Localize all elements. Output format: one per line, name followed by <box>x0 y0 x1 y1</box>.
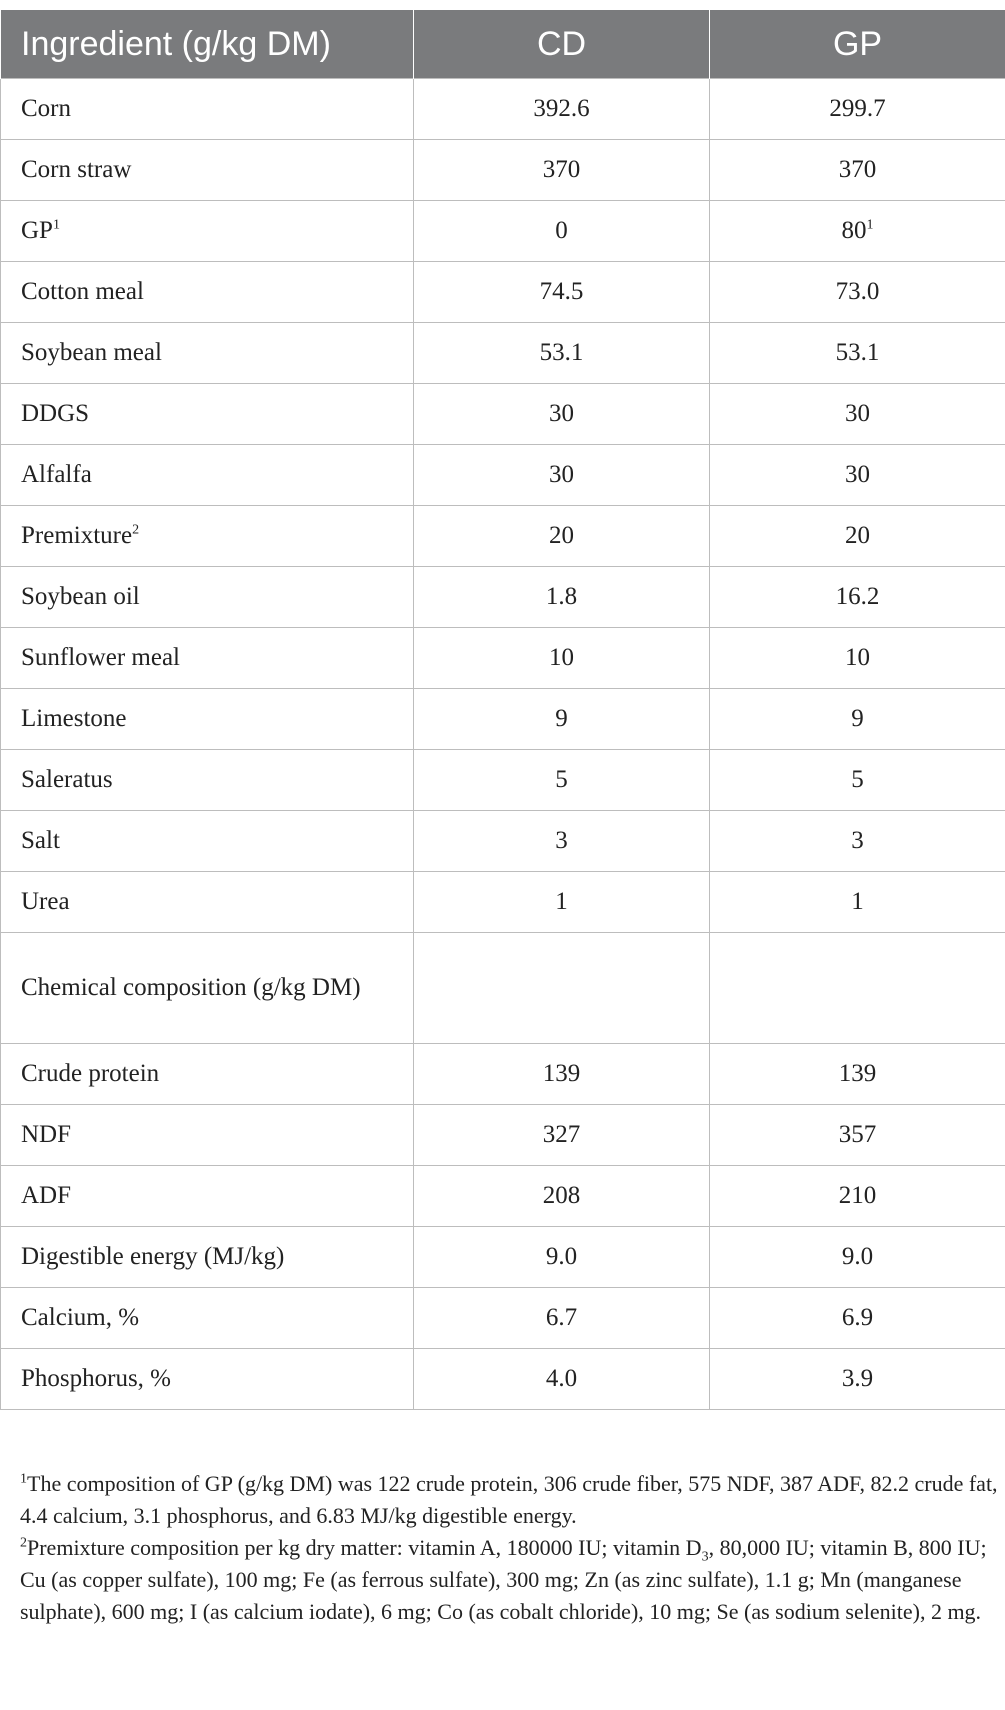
ingredient-name: Salt <box>21 827 60 854</box>
gp-value-cell <box>710 506 1005 567</box>
cd-value: 5 <box>414 750 710 811</box>
ingredient-name: Limestone <box>21 705 127 732</box>
gp-value: 3.9 <box>841 1365 874 1392</box>
cd-value: 9 <box>414 689 710 750</box>
header-cd: CD <box>414 10 710 79</box>
gp-value: 80 <box>841 217 867 244</box>
table-row <box>1 323 1005 384</box>
ingredient-cell <box>1 1166 414 1227</box>
ingredient-name: Premixture <box>21 522 133 549</box>
cd-value: 4.0 <box>414 1349 710 1410</box>
cd-value: 9.0 <box>414 1227 710 1288</box>
footnote-marker: 1 <box>52 217 60 233</box>
gp-value-cell <box>710 1227 1005 1288</box>
cd-value: 10 <box>414 628 710 689</box>
ingredient-cell <box>1 689 414 750</box>
ingredient-cell <box>1 1288 414 1349</box>
table-row <box>1 567 1005 628</box>
footnote-marker: 2 <box>132 522 140 538</box>
cd-value: 53.1 <box>414 323 710 384</box>
gp-value: 73.0 <box>835 278 880 305</box>
gp-value: 3 <box>851 827 864 854</box>
gp-value: 6.9 <box>841 1304 874 1331</box>
cd-value: 0 <box>414 201 710 262</box>
cd-value: 392.6 <box>414 79 710 140</box>
gp-value-cell <box>710 811 1005 872</box>
footnote-2 <box>20 1532 1000 1628</box>
gp-value-cell <box>710 628 1005 689</box>
table-row <box>1 628 1005 689</box>
ingredient-cell <box>1 628 414 689</box>
ingredient-name: Chemical composition (g/kg DM) <box>21 974 361 1001</box>
gp-value: 139 <box>838 1060 877 1087</box>
table-row <box>1 1166 1005 1227</box>
ingredient-cell <box>1 140 414 201</box>
table-row <box>1 689 1005 750</box>
diet-composition-table <box>0 10 1005 1410</box>
ingredient-cell <box>1 872 414 933</box>
table-header-row <box>1 10 1005 79</box>
table-row <box>1 79 1005 140</box>
ingredient-name: Saleratus <box>21 766 113 793</box>
table-row <box>1 1349 1005 1410</box>
footnote-1 <box>20 1468 1000 1532</box>
ingredient-cell <box>1 1227 414 1288</box>
table-row <box>1 1105 1005 1166</box>
gp-value: 53.1 <box>835 339 880 366</box>
gp-value-cell <box>710 1349 1005 1410</box>
gp-value-cell <box>710 323 1005 384</box>
footnote-1-text: The composition of GP (g/kg DM) was 122 crude protein, 306 crude fiber, 575 NDF, 387 ADF, 82.2 crude fat, 4.4 calcium, 3.1 phosphorus, and 6.83 MJ/kg digestible energy. <box>20 1471 998 1528</box>
footnote-2-subscript: 3 <box>701 1549 709 1565</box>
table-row <box>1 384 1005 445</box>
gp-value: 357 <box>838 1121 877 1148</box>
ingredient-name: Calcium, % <box>21 1304 140 1331</box>
ingredient-cell <box>1 323 414 384</box>
ingredient-name: Corn straw <box>21 156 132 183</box>
footnote-1-mark: 1 <box>20 1471 27 1487</box>
gp-value-cell <box>710 384 1005 445</box>
ingredient-cell <box>1 1044 414 1105</box>
gp-value-cell <box>710 1166 1005 1227</box>
gp-value-cell <box>710 140 1005 201</box>
cd-value: 3 <box>414 811 710 872</box>
gp-value-cell <box>710 689 1005 750</box>
table-body <box>1 79 1005 1410</box>
ingredient-cell <box>1 262 414 323</box>
ingredient-cell <box>1 506 414 567</box>
cd-value: 20 <box>414 506 710 567</box>
ingredient-name: ADF <box>21 1182 72 1209</box>
ingredient-name: Crude protein <box>21 1060 160 1087</box>
gp-value: 9 <box>851 705 864 732</box>
cd-value <box>414 933 710 1044</box>
gp-value: 210 <box>838 1182 877 1209</box>
ingredient-name: Cotton meal <box>21 278 144 305</box>
footnote-2-mark: 2 <box>20 1535 27 1551</box>
cd-value: 208 <box>414 1166 710 1227</box>
ingredient-name: Urea <box>21 888 70 915</box>
gp-value-cell <box>710 445 1005 506</box>
ingredient-name: Digestible energy (MJ/kg) <box>21 1243 285 1270</box>
header-gp: GP <box>710 10 1005 79</box>
gp-value-cell <box>710 567 1005 628</box>
gp-value-cell <box>710 750 1005 811</box>
gp-value-cell <box>710 872 1005 933</box>
table-row <box>1 872 1005 933</box>
cd-value: 1.8 <box>414 567 710 628</box>
gp-value: 5 <box>851 766 864 793</box>
ingredient-name: Soybean oil <box>21 583 140 610</box>
cd-value: 30 <box>414 384 710 445</box>
ingredient-cell <box>1 567 414 628</box>
gp-value-cell <box>710 79 1005 140</box>
cd-value: 139 <box>414 1044 710 1105</box>
table-row <box>1 933 1005 1044</box>
gp-value-cell <box>710 201 1005 262</box>
ingredient-name: DDGS <box>21 400 90 427</box>
ingredient-name: Corn <box>21 95 71 122</box>
ingredient-name: Phosphorus, % <box>21 1365 172 1392</box>
table-row <box>1 140 1005 201</box>
cd-value: 30 <box>414 445 710 506</box>
gp-value: 1 <box>851 888 864 915</box>
gp-value-cell <box>710 1044 1005 1105</box>
gp-value-cell <box>710 262 1005 323</box>
gp-value-cell <box>710 933 1005 1044</box>
table-row <box>1 445 1005 506</box>
ingredient-cell <box>1 750 414 811</box>
cd-value: 1 <box>414 872 710 933</box>
gp-value: 16.2 <box>835 583 880 610</box>
ingredient-name: Alfalfa <box>21 461 92 488</box>
table-row <box>1 750 1005 811</box>
cd-value: 370 <box>414 140 710 201</box>
gp-value-cell <box>710 1105 1005 1166</box>
ingredient-cell <box>1 79 414 140</box>
table-row <box>1 506 1005 567</box>
ingredient-name: Sunflower meal <box>21 644 180 671</box>
table-row <box>1 1044 1005 1105</box>
ingredient-name: GP <box>21 217 53 244</box>
table-row <box>1 1227 1005 1288</box>
ingredient-cell <box>1 811 414 872</box>
ingredient-name: Soybean meal <box>21 339 162 366</box>
footnote-2-text-a: Premixture composition per kg dry matter: vitamin A, 180000 IU; vitamin D <box>27 1535 702 1560</box>
ingredient-name: NDF <box>21 1121 72 1148</box>
header-ingredient: Ingredient (g/kg DM) <box>1 10 414 79</box>
gp-value: 30 <box>845 400 870 427</box>
ingredient-cell <box>1 933 414 1044</box>
cd-value: 6.7 <box>414 1288 710 1349</box>
ingredient-cell <box>1 201 414 262</box>
table-row <box>1 811 1005 872</box>
gp-value-cell <box>710 1288 1005 1349</box>
gp-value: 10 <box>845 644 870 671</box>
ingredient-cell <box>1 1105 414 1166</box>
footnotes <box>20 1468 1000 1628</box>
table-row <box>1 201 1005 262</box>
gp-value: 20 <box>845 522 870 549</box>
gp-value: 30 <box>845 461 870 488</box>
gp-value: 370 <box>838 156 877 183</box>
footnote-2-text-b: , 80,000 IU; vitamin B, 800 IU; Cu (as copper sulfate), 100 mg; Fe (as ferrous sulfate), 300 mg; Zn (as zinc sulfate), 1.1 g; Mn (manganese sulphate), 600 mg; I (as calcium iodate), 6 mg; Co (as cobalt chloride), 10 mg; Se (as sodium selenite), 2 mg. <box>20 1535 987 1624</box>
ingredient-cell <box>1 445 414 506</box>
table-row <box>1 262 1005 323</box>
gp-value: 9.0 <box>841 1243 874 1270</box>
ingredient-cell <box>1 384 414 445</box>
cd-value: 327 <box>414 1105 710 1166</box>
cd-value: 74.5 <box>414 262 710 323</box>
ingredient-cell <box>1 1349 414 1410</box>
gp-value: 299.7 <box>829 95 886 122</box>
table-row <box>1 1288 1005 1349</box>
footnote-marker: 1 <box>866 217 874 233</box>
